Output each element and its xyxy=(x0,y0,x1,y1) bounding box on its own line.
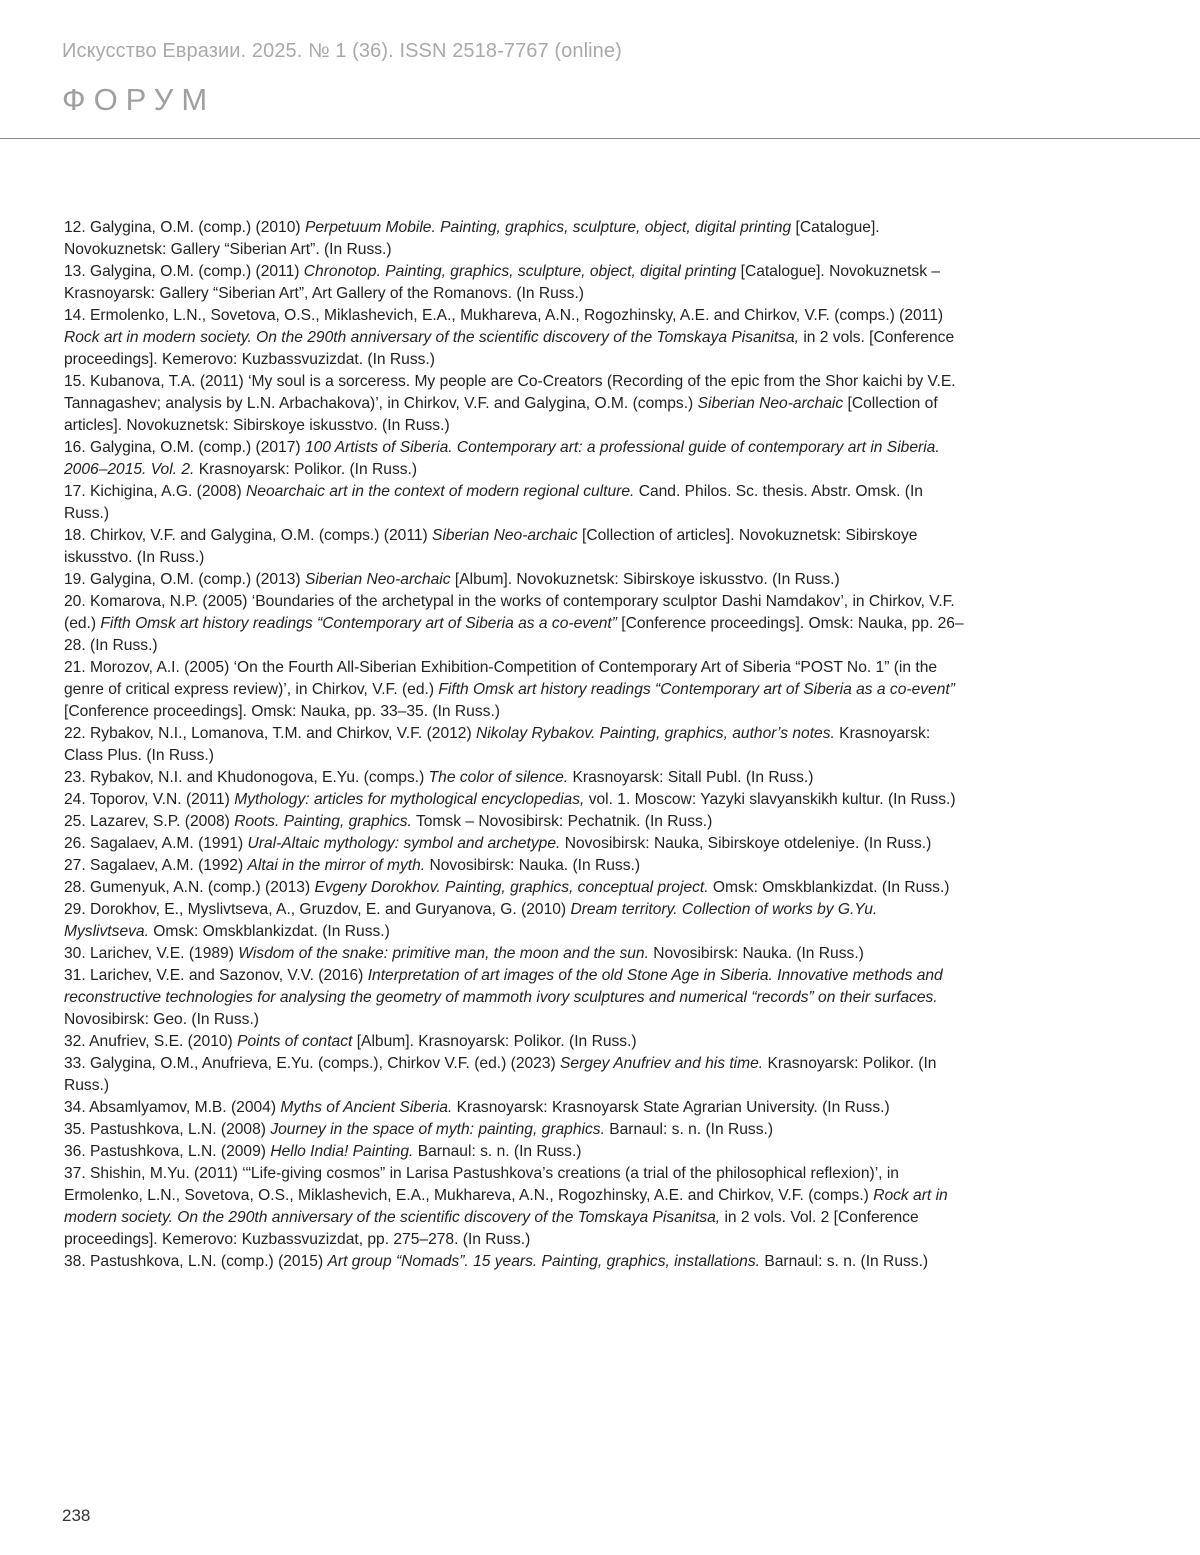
reference-title: The color of silence. xyxy=(428,769,569,786)
reference-item xyxy=(64,965,964,1031)
reference-text: 36. Pastushkova, L.N. (2009) xyxy=(64,1143,271,1160)
reference-item xyxy=(64,261,964,305)
page-number: 238 xyxy=(62,1506,91,1525)
reference-text: [Conference proceedings]. Omsk: Nauka, pp. 26–28. (In Russ.) xyxy=(64,615,964,654)
reference-title: Myths of Ancient Siberia. xyxy=(280,1099,453,1116)
reference-text: Omsk: Omskblankizdat. (In Russ.) xyxy=(708,879,950,896)
reference-text: 26. Sagalaev, A.M. (1991) xyxy=(64,835,248,852)
reference-title: Chronotop. Painting, graphics, sculpture, object, digital printing xyxy=(303,263,737,280)
reference-title: Journey in the space of myth: painting, graphics. xyxy=(270,1121,605,1138)
reference-text: 31. Larichev, V.E. and Sazonov, V.V. (2016) xyxy=(64,967,368,984)
reference-item xyxy=(64,1141,964,1163)
reference-text: Novosibirsk: Nauka, Sibirskoye otdeleniye. (In Russ.) xyxy=(560,835,932,852)
reference-title: Interpretation of art images of the old Stone Age in Siberia. Innovative methods and reconstructive technologies for analysing the geometry of mammoth ivory sculptures and numerical “records” on their surfaces. xyxy=(64,967,943,1006)
reference-text: 25. Lazarev, S.P. (2008) xyxy=(64,813,235,830)
reference-text: 18. Chirkov, V.F. and Galygina, O.M. (comps.) (2011) xyxy=(64,527,433,544)
reference-text: 23. Rybakov, N.I. and Khudonogova, E.Yu. (comps.) xyxy=(64,769,429,786)
reference-item xyxy=(64,899,964,943)
reference-text: 20. Komarova, N.P. (2005) ‘Boundaries of the archetypal in the works of contemporary sculptor Dashi Namdakov’, in Chirkov, V.F. (ed.) xyxy=(64,593,955,632)
reference-title: Points of contact xyxy=(237,1033,353,1050)
reference-text: 38. Pastushkova, L.N. (comp.) (2015) xyxy=(64,1253,328,1270)
reference-text: 27. Sagalaev, A.M. (1992) xyxy=(64,857,248,874)
reference-item xyxy=(64,855,964,877)
reference-title: Rock art in modern society. On the 290th anniversary of the scientific discovery of the Tomskaya Pisanitsa, xyxy=(64,1187,948,1226)
reference-text: Krasnoyarsk: Class Plus. (In Russ.) xyxy=(64,725,931,764)
reference-text: 13. Galygina, O.M. (comp.) (2011) xyxy=(64,263,304,280)
reference-item xyxy=(64,1251,964,1273)
reference-text: Novosibirsk: Geo. (In Russ.) xyxy=(64,1011,259,1028)
reference-text: 33. Galygina, O.M., Anufrieva, E.Yu. (comps.), Chirkov V.F. (ed.) (2023) xyxy=(64,1055,561,1072)
reference-title: Siberian Neo-archaic xyxy=(432,527,578,544)
reference-text: 21. Morozov, A.I. (2005) ‘On the Fourth All-Siberian Exhibition-Competition of Contemporary Art of Siberia “POST No. 1” (in the genre of critical express review)’, in Chirkov, V.F. (ed.) xyxy=(64,659,938,698)
reference-text: 14. Ermolenko, L.N., Sovetova, O.S., Miklashevich, E.A., Mukhareva, A.N., Rogozhinsky, A.E. and Chirkov, V.F. (comps.) (2011) xyxy=(64,307,944,324)
reference-list xyxy=(64,217,964,1273)
reference-text: [Album]. Novokuznetsk: Sibirskoye iskusstvo. (In Russ.) xyxy=(450,571,840,588)
reference-item xyxy=(64,591,964,657)
reference-item xyxy=(64,1097,964,1119)
reference-text: 22. Rybakov, N.I., Lomanova, T.M. and Chirkov, V.F. (2012) xyxy=(64,725,476,742)
reference-text: [Catalogue]. Novokuznetsk – Krasnoyarsk: Gallery “Siberian Art”, Art Gallery of the Romanovs. (In Russ.) xyxy=(64,263,941,302)
reference-title: Altai in the mirror of myth. xyxy=(247,857,426,874)
reference-text: Tomsk – Novosibirsk: Pechatnik. (In Russ.) xyxy=(411,813,713,830)
reference-text: in 2 vols. Vol. 2 [Conference proceedings]. Kemerovo: Kuzbassvuzizdat, pp. 275–278. (In Russ.) xyxy=(64,1209,919,1248)
reference-item xyxy=(64,305,964,371)
reference-item xyxy=(64,767,964,789)
page-header xyxy=(0,0,1200,139)
reference-text: 19. Galygina, O.M. (comp.) (2013) xyxy=(64,571,305,588)
reference-title: Evgeny Dorokhov. Painting, graphics, conceptual project. xyxy=(314,879,709,896)
reference-item xyxy=(64,1053,964,1097)
reference-title: Wisdom of the snake: primitive man, the moon and the sun. xyxy=(238,945,649,962)
reference-title: Roots. Painting, graphics. xyxy=(234,813,412,830)
reference-text: 30. Larichev, V.E. (1989) xyxy=(64,945,239,962)
reference-text: Krasnoyarsk: Sitall Publ. (In Russ.) xyxy=(568,769,814,786)
reference-item xyxy=(64,481,964,525)
reference-item xyxy=(64,833,964,855)
reference-text: Krasnoyarsk: Krasnoyarsk State Agrarian University. (In Russ.) xyxy=(452,1099,890,1116)
reference-text: vol. 1. Moscow: Yazyki slavyanskikh kultur. (In Russ.) xyxy=(584,791,956,808)
reference-text: Omsk: Omskblankizdat. (In Russ.) xyxy=(148,923,390,940)
reference-text: 15. Kubanova, T.A. (2011) ‘My soul is a sorceress. My people are Co-Creators (Recording of the epic from the Shor kaichi by V.E. Tannagashev; analysis by L.N. Arbachakova)’, in Chirkov, V.F. and Galygina, O.M. (comps.) xyxy=(64,373,956,412)
reference-title: Rock art in modern society. On the 290th anniversary of the scientific discovery of the Tomskaya Pisanitsa, xyxy=(64,329,799,346)
reference-title: Perpetuum Mobile. Painting, graphics, sculpture, object, digital printing xyxy=(304,219,792,236)
reference-text: 24. Toporov, V.N. (2011) xyxy=(64,791,235,808)
reference-title: Fifth Omsk art history readings “Contemporary art of Siberia as a co-event” xyxy=(438,681,955,698)
reference-text: 32. Anufriev, S.E. (2010) xyxy=(64,1033,238,1050)
reference-item xyxy=(64,217,964,261)
reference-title: Hello India! Painting. xyxy=(270,1143,414,1160)
reference-item xyxy=(64,1119,964,1141)
reference-item xyxy=(64,723,964,767)
reference-title: Fifth Omsk art history readings “Contemporary art of Siberia as a co-event” xyxy=(100,615,617,632)
reference-text: [Album]. Krasnoyarsk: Polikor. (In Russ.) xyxy=(352,1033,637,1050)
reference-title: Siberian Neo-archaic xyxy=(697,395,844,412)
reference-text: Barnaul: s. n. (In Russ.) xyxy=(604,1121,774,1138)
reference-title: 100 Artists of Siberia. Contemporary art: a professional guide of contemporary art in Siberia. 2006–2015. Vol. 2. xyxy=(64,439,940,478)
reference-text: 16. Galygina, O.M. (comp.) (2017) xyxy=(64,439,305,456)
journal-title: Искусство Евразии. 2025. № 1 (36). ISSN 2518-7767 (online) xyxy=(62,40,622,62)
reference-title: Ural-Altaic mythology: symbol and archetype. xyxy=(247,835,561,852)
reference-title: Sergey Anufriev and his time. xyxy=(560,1055,764,1072)
reference-text: Novosibirsk: Nauka. (In Russ.) xyxy=(648,945,864,962)
reference-text: 37. Shishin, M.Yu. (2011) ‘“Life-giving cosmos” in Larisa Pastushkova’s creations (a trial of the philosophical reflexion)’, in Ermolenko, L.N., Sovetova, O.S., Miklashevich, E.A., Mukhareva, A.N., Rogozhinsky, A.E. and Chirkov, V.F. (comps.) xyxy=(64,1165,899,1204)
reference-item xyxy=(64,943,964,965)
reference-text: [Conference proceedings]. Omsk: Nauka, pp. 33–35. (In Russ.) xyxy=(64,703,500,720)
reference-title: Dream territory. Collection of works by G.Yu. Myslivtseva. xyxy=(64,901,878,940)
reference-item xyxy=(64,789,964,811)
reference-text: Krasnoyarsk: Polikor. (In Russ.) xyxy=(64,1055,937,1094)
reference-text: Barnaul: s. n. (In Russ.) xyxy=(759,1253,929,1270)
reference-text: 28. Gumenyuk, A.N. (comp.) (2013) xyxy=(64,879,315,896)
reference-item xyxy=(64,437,964,481)
reference-text: 34. Absamlyamov, M.B. (2004) xyxy=(64,1099,281,1116)
reference-text: 12. Galygina, O.M. (comp.) (2010) xyxy=(64,219,305,236)
reference-title: Siberian Neo-archaic xyxy=(304,571,451,588)
reference-item xyxy=(64,1031,964,1053)
reference-text: Krasnoyarsk: Polikor. (In Russ.) xyxy=(194,461,418,478)
reference-text: 35. Pastushkova, L.N. (2008) xyxy=(64,1121,271,1138)
reference-item xyxy=(64,371,964,437)
section-title: ФОРУМ xyxy=(62,82,216,117)
reference-item xyxy=(64,1163,964,1251)
reference-item xyxy=(64,657,964,723)
reference-title: Art group “Nomads”. 15 years. Painting, graphics, installations. xyxy=(327,1253,760,1270)
reference-text: Barnaul: s. n. (In Russ.) xyxy=(413,1143,582,1160)
reference-item xyxy=(64,525,964,569)
reference-text: [Collection of articles]. Novokuznetsk: Sibirskoye iskusstvo. (In Russ.) xyxy=(64,395,938,434)
reference-text: [Collection of articles]. Novokuznetsk: Sibirskoye iskusstvo. (In Russ.) xyxy=(64,527,918,566)
reference-text: 29. Dorokhov, E., Myslivtseva, A., Gruzdov, E. and Guryanova, G. (2010) xyxy=(64,901,571,918)
reference-title: Nikolay Rybakov. Painting, graphics, author’s notes. xyxy=(475,725,835,742)
reference-text: 17. Kichigina, A.G. (2008) xyxy=(64,483,247,500)
reference-text: [Catalogue]. Novokuznetsk: Gallery “Siberian Art”. (In Russ.) xyxy=(64,219,880,258)
reference-item xyxy=(64,569,964,591)
reference-title: Neoarchaic art in the context of modern regional culture. xyxy=(246,483,635,500)
reference-text: Cand. Philos. Sc. thesis. Abstr. Omsk. (In Russ.) xyxy=(64,483,923,522)
reference-item xyxy=(64,877,964,899)
reference-text: Novosibirsk: Nauka. (In Russ.) xyxy=(425,857,641,874)
reference-item xyxy=(64,811,964,833)
reference-title: Mythology: articles for mythological encyclopedias, xyxy=(234,791,585,808)
reference-text: in 2 vols. [Conference proceedings]. Kemerovo: Kuzbassvuzizdat. (In Russ.) xyxy=(64,329,955,368)
